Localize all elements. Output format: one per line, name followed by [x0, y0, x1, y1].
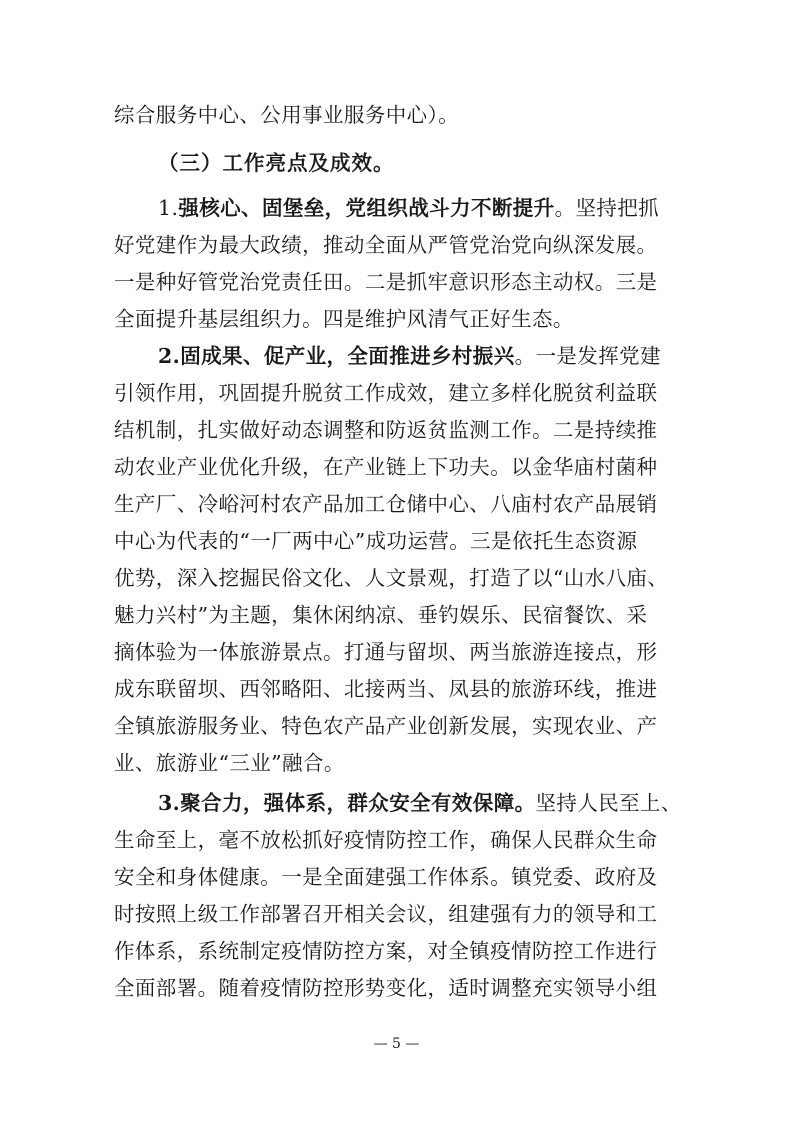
- item-3-heading-line: [158, 786, 728, 820]
- item-3-title: 聚合力，强体系，群众安全有效保障。: [180, 791, 536, 815]
- text: 成东联留坝、西邻略阳、北接两当、凤县的旅游环线，推进: [114, 677, 658, 701]
- item-3-number: 3.: [158, 791, 181, 815]
- text: 引领作用，巩固提升脱贫工作成效，建立多样化脱贫利益联: [114, 381, 658, 405]
- heading-text: （三）工作亮点及成效。: [158, 151, 395, 175]
- text: 生产厂、冷峪河村农产品加工仓储中心、八庙村农产品展销: [114, 492, 658, 516]
- text: 生命至上，毫不放松抓好疫情防控工作，确保人民群众生命: [114, 828, 658, 852]
- paragraph-line: [114, 265, 684, 299]
- text: 业、旅游业“三业”融合。: [114, 751, 345, 775]
- paragraph-line: [114, 598, 684, 632]
- paragraph-line: [114, 860, 684, 894]
- text: 。坚持把抓: [554, 196, 660, 220]
- paragraph-line: [114, 450, 684, 484]
- text: 一是种好管党治党责任田。二是抓牢意识形态主动权。三是: [114, 270, 658, 294]
- text: 魅力兴村”为主题，集休闲纳凉、垂钓娱乐、民宿餐饮、采: [114, 603, 648, 627]
- item-1-title: 强核心、固堡垒，党组织战斗力不断提升: [178, 196, 555, 220]
- paragraph-line: [114, 672, 684, 706]
- paragraph-line: [114, 635, 684, 669]
- text: 摘体验为一体旅游景点。打通与留坝、两当旅游连接点，形: [114, 640, 658, 664]
- paragraph-line: [114, 228, 684, 262]
- page-number: — 5 —: [373, 1036, 420, 1052]
- item-2-number: 2.: [158, 344, 181, 368]
- item-1-number: 1.: [158, 196, 179, 220]
- paragraph-line: [114, 897, 684, 931]
- text: 。一是发挥党建: [514, 344, 661, 368]
- text: 好党建作为最大政绩，推动全面从严管党治党向纵深发展。: [114, 233, 658, 257]
- text: 坚持人民至上、: [535, 791, 682, 815]
- paragraph-line: [114, 98, 684, 132]
- text: 综合服务中心、公用事业服务中心）。: [114, 103, 460, 127]
- text: 动农业产业优化升级，在产业链上下功夫。以金华庙村菌种: [114, 455, 658, 479]
- paragraph-line: [114, 487, 684, 521]
- paragraph-line: [114, 709, 684, 743]
- paragraph-line: [114, 524, 684, 558]
- text: 中心为代表的“一厂两中心”成功运营。三是依托生态资源: [114, 529, 638, 553]
- text: 全面部署。随着疫情防控形势变化，适时调整充实领导小组: [114, 976, 658, 1000]
- paragraph-line: [114, 376, 684, 410]
- paragraph-line: [114, 302, 684, 336]
- paragraph-line: [114, 413, 684, 447]
- text: 作体系，系统制定疫情防控方案，对全镇疫情防控工作进行: [114, 939, 658, 963]
- paragraph-line: [114, 823, 684, 857]
- item-2-heading-line: [158, 339, 728, 373]
- text: 全镇旅游服务业、特色农产品产业创新发展，实现农业、产: [114, 714, 658, 738]
- text: 优势，深入挖掘民俗文化、人文景观，打造了以“山水八庙、: [114, 566, 669, 590]
- text: 全面提升基层组织力。四是维护风清气正好生态。: [114, 307, 574, 331]
- paragraph-line: [114, 971, 684, 1005]
- item-2-title: 固成果、促产业，全面推进乡村振兴: [180, 344, 515, 368]
- paragraph-line: [114, 561, 684, 595]
- section-heading: [158, 146, 728, 180]
- item-1-heading-line: [158, 191, 728, 225]
- text: 结机制，扎实做好动态调整和防返贫监测工作。二是持续推: [114, 418, 658, 442]
- text: 时按照上级工作部署召开相关会议，组建强有力的领导和工: [114, 902, 658, 926]
- text: 安全和身体健康。一是全面建强工作体系。镇党委、政府及: [114, 865, 658, 889]
- paragraph-line: [114, 746, 684, 780]
- paragraph-line: [114, 934, 684, 968]
